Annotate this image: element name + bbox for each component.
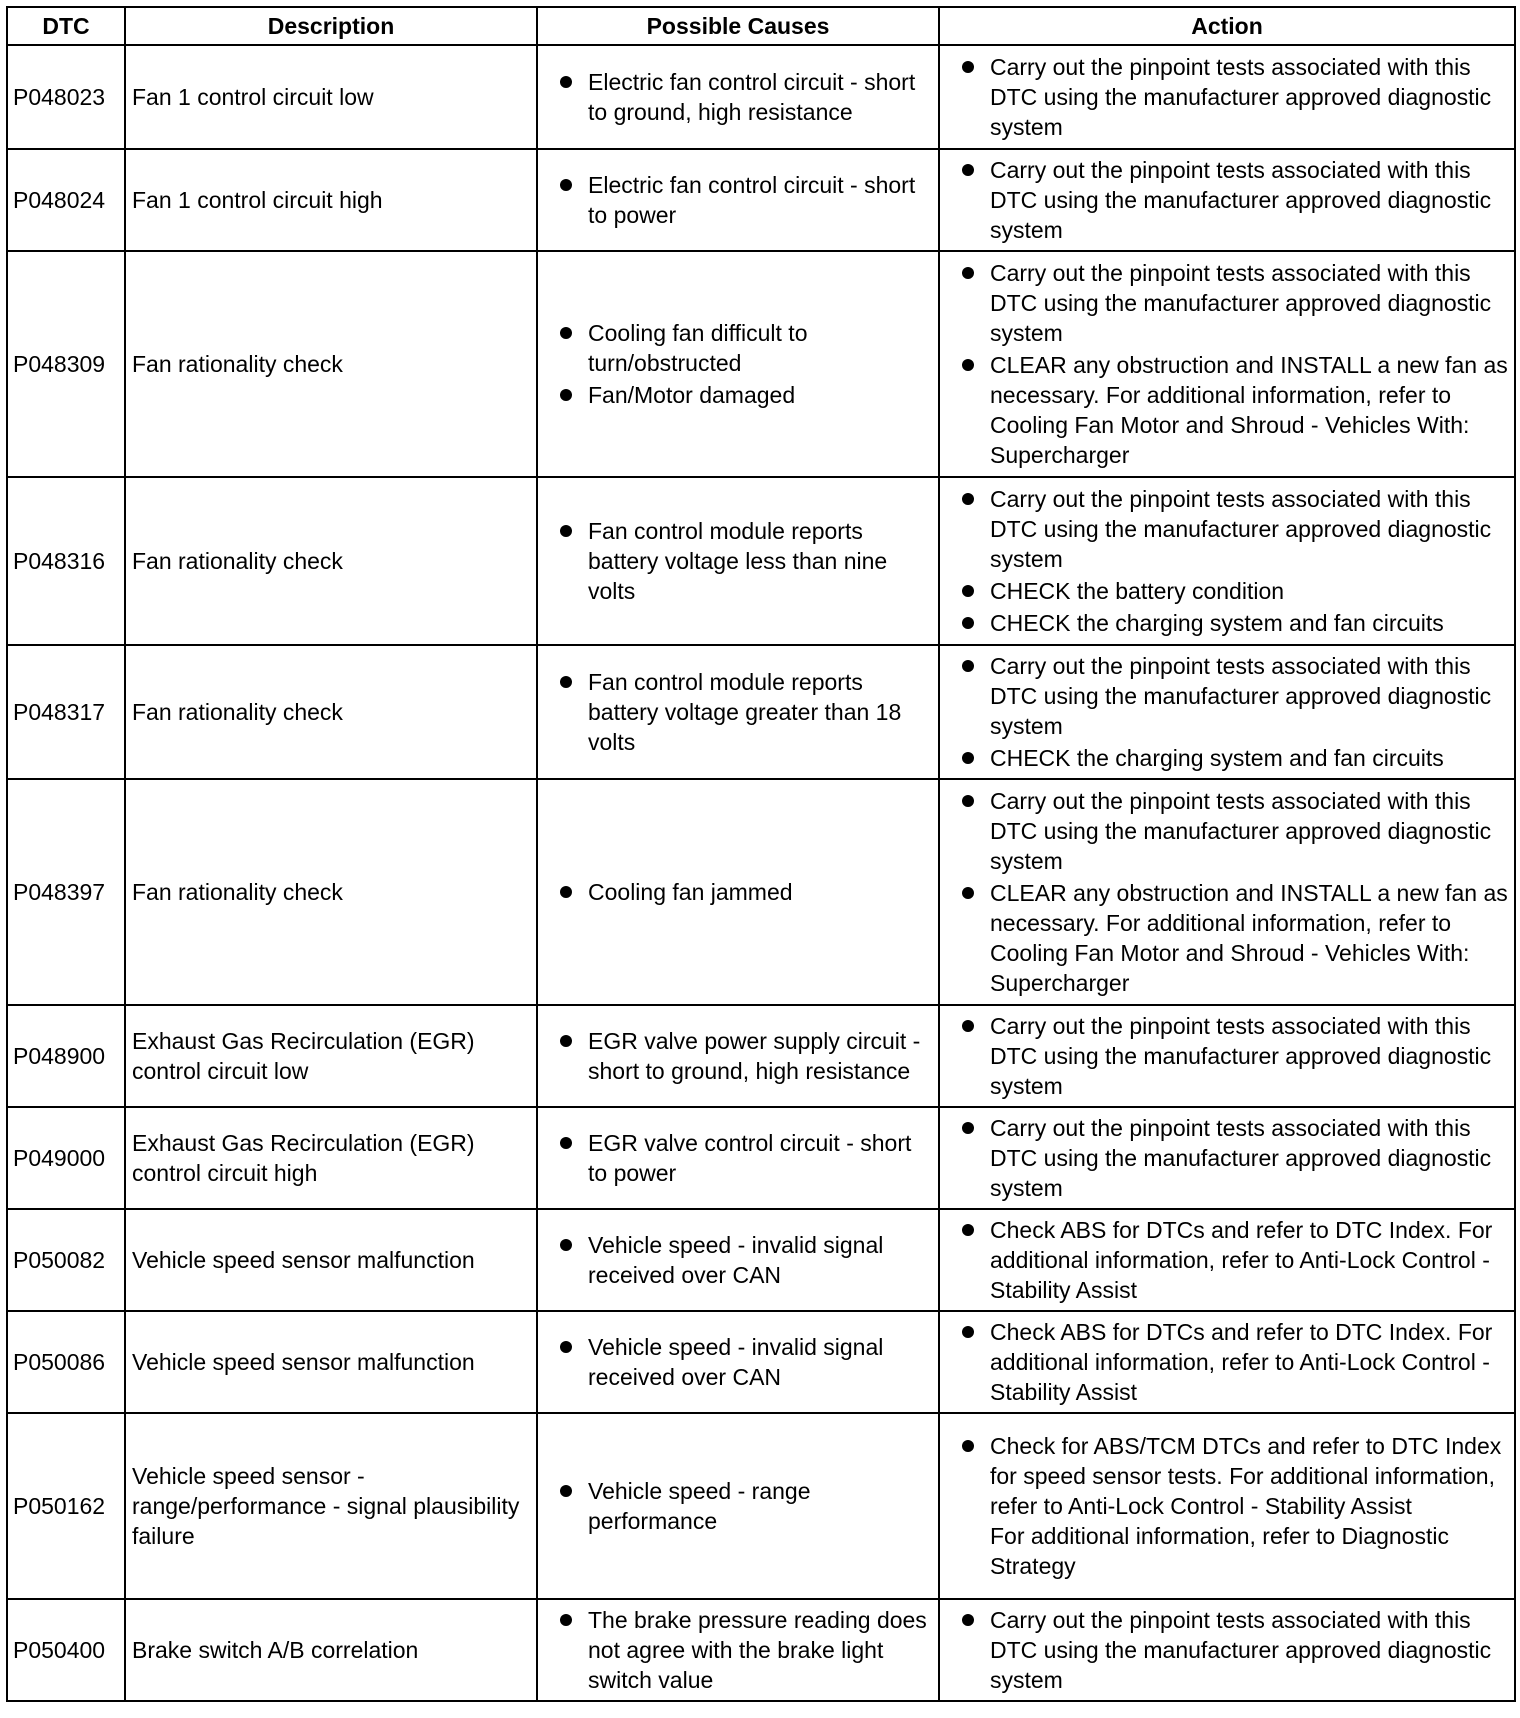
causes-list	[544, 67, 932, 127]
cause-item: Fan control module reports battery voltage greater than 18 volts	[544, 667, 932, 757]
possible-causes-cell	[537, 45, 939, 149]
dtc-code: P048024	[7, 149, 125, 251]
causes-list	[544, 877, 932, 907]
action-cell	[939, 779, 1515, 1005]
actions-list	[946, 155, 1508, 245]
header-possible-causes: Possible Causes	[537, 7, 939, 45]
dtc-code: P050082	[7, 1209, 125, 1311]
table-row	[7, 1107, 1515, 1209]
dtc-description: Vehicle speed sensor malfunction	[125, 1209, 537, 1311]
header-action: Action	[939, 7, 1515, 45]
action-item: Check ABS for DTCs and refer to DTC Index. For additional information, refer to Anti-Lock Control - Stability Assist	[946, 1215, 1508, 1305]
possible-causes-cell	[537, 1311, 939, 1413]
actions-list	[946, 651, 1508, 773]
header-row	[7, 7, 1515, 45]
dtc-code: P048309	[7, 251, 125, 477]
cause-item: Fan/Motor damaged	[544, 380, 932, 410]
action-cell	[939, 1599, 1515, 1701]
table-row	[7, 1311, 1515, 1413]
header-dtc: DTC	[7, 7, 125, 45]
table-row	[7, 1599, 1515, 1701]
action-item: CLEAR any obstruction and INSTALL a new fan as necessary. For additional information, refer to Cooling Fan Motor and Shroud - Vehicles With: Supercharger	[946, 350, 1508, 470]
dtc-description: Exhaust Gas Recirculation (EGR) control circuit high	[125, 1107, 537, 1209]
causes-list	[544, 170, 932, 230]
table-body	[7, 45, 1515, 1701]
causes-list	[544, 516, 932, 606]
table-row	[7, 645, 1515, 779]
table-row	[7, 251, 1515, 477]
action-item: Carry out the pinpoint tests associated with this DTC using the manufacturer approved diagnostic system	[946, 1605, 1508, 1695]
cause-item: Electric fan control circuit - short to power	[544, 170, 932, 230]
causes-list	[544, 1128, 932, 1188]
action-item: Carry out the pinpoint tests associated with this DTC using the manufacturer approved diagnostic system	[946, 155, 1508, 245]
action-item: Check ABS for DTCs and refer to DTC Index. For additional information, refer to Anti-Lock Control - Stability Assist	[946, 1317, 1508, 1407]
action-item: Carry out the pinpoint tests associated with this DTC using the manufacturer approved diagnostic system	[946, 52, 1508, 142]
table-row	[7, 1005, 1515, 1107]
header-description: Description	[125, 7, 537, 45]
action-cell	[939, 1311, 1515, 1413]
cause-item: Cooling fan difficult to turn/obstructed	[544, 318, 932, 378]
action-item: Carry out the pinpoint tests associated with this DTC using the manufacturer approved diagnostic system	[946, 786, 1508, 876]
table-row	[7, 149, 1515, 251]
dtc-code: P048397	[7, 779, 125, 1005]
table-row	[7, 477, 1515, 645]
cause-item: EGR valve power supply circuit - short to ground, high resistance	[544, 1026, 932, 1086]
action-item: Carry out the pinpoint tests associated with this DTC using the manufacturer approved diagnostic system	[946, 1113, 1508, 1203]
dtc-table	[6, 6, 1516, 1702]
possible-causes-cell	[537, 1209, 939, 1311]
cause-item: Vehicle speed - range performance	[544, 1476, 932, 1536]
possible-causes-cell	[537, 149, 939, 251]
dtc-description: Fan 1 control circuit low	[125, 45, 537, 149]
cause-item: Electric fan control circuit - short to ground, high resistance	[544, 67, 932, 127]
action-item: Carry out the pinpoint tests associated with this DTC using the manufacturer approved diagnostic system	[946, 258, 1508, 348]
dtc-description: Fan rationality check	[125, 779, 537, 1005]
dtc-code: P048023	[7, 45, 125, 149]
table-row	[7, 1209, 1515, 1311]
dtc-code: P050400	[7, 1599, 125, 1701]
dtc-code: P050086	[7, 1311, 125, 1413]
cause-item: Vehicle speed - invalid signal received over CAN	[544, 1230, 932, 1290]
dtc-code: P050162	[7, 1413, 125, 1599]
causes-list	[544, 1332, 932, 1392]
action-item: Carry out the pinpoint tests associated with this DTC using the manufacturer approved diagnostic system	[946, 1011, 1508, 1101]
action-cell	[939, 149, 1515, 251]
action-cell	[939, 477, 1515, 645]
action-note: For additional information, refer to Diagnostic Strategy	[990, 1523, 1449, 1579]
dtc-description: Fan 1 control circuit high	[125, 149, 537, 251]
possible-causes-cell	[537, 779, 939, 1005]
dtc-description: Vehicle speed sensor - range/performance - signal plausibility failure	[125, 1413, 537, 1599]
table-row	[7, 1413, 1515, 1599]
action-cell	[939, 45, 1515, 149]
action-item: CHECK the charging system and fan circuits	[946, 743, 1508, 773]
actions-list	[946, 1113, 1508, 1203]
action-item: CHECK the battery condition	[946, 576, 1508, 606]
dtc-code: P049000	[7, 1107, 125, 1209]
action-item: CLEAR any obstruction and INSTALL a new fan as necessary. For additional information, refer to Cooling Fan Motor and Shroud - Vehicles With: Supercharger	[946, 878, 1508, 998]
table-row	[7, 45, 1515, 149]
table-row	[7, 779, 1515, 1005]
possible-causes-cell	[537, 477, 939, 645]
causes-list	[544, 1230, 932, 1290]
actions-list	[946, 786, 1508, 998]
action-item: Carry out the pinpoint tests associated with this DTC using the manufacturer approved diagnostic system	[946, 484, 1508, 574]
dtc-description: Fan rationality check	[125, 251, 537, 477]
dtc-description: Exhaust Gas Recirculation (EGR) control circuit low	[125, 1005, 537, 1107]
possible-causes-cell	[537, 1599, 939, 1701]
actions-list	[946, 52, 1508, 142]
cause-item: Vehicle speed - invalid signal received over CAN	[544, 1332, 932, 1392]
possible-causes-cell	[537, 1107, 939, 1209]
possible-causes-cell	[537, 645, 939, 779]
dtc-code: P048316	[7, 477, 125, 645]
dtc-description: Fan rationality check	[125, 477, 537, 645]
cause-item: Fan control module reports battery voltage less than nine volts	[544, 516, 932, 606]
dtc-code: P048317	[7, 645, 125, 779]
possible-causes-cell	[537, 1413, 939, 1599]
action-cell	[939, 1209, 1515, 1311]
causes-list	[544, 318, 932, 410]
action-cell	[939, 1107, 1515, 1209]
causes-list	[544, 1026, 932, 1086]
dtc-code: P048900	[7, 1005, 125, 1107]
action-item: CHECK the charging system and fan circuits	[946, 608, 1508, 638]
actions-list	[946, 484, 1508, 638]
action-cell	[939, 251, 1515, 477]
actions-list	[946, 1605, 1508, 1695]
actions-list	[946, 1215, 1508, 1305]
cause-item: The brake pressure reading does not agree with the brake light switch value	[544, 1605, 932, 1695]
possible-causes-cell	[537, 251, 939, 477]
action-cell	[939, 1413, 1515, 1599]
action-item: Check for ABS/TCM DTCs and refer to DTC Index for speed sensor tests. For additional information, refer to Anti-Lock Control - Stability Assist	[946, 1431, 1508, 1521]
dtc-description: Fan rationality check	[125, 645, 537, 779]
causes-list	[544, 1476, 932, 1536]
possible-causes-cell	[537, 1005, 939, 1107]
cause-item: Cooling fan jammed	[544, 877, 932, 907]
action-cell	[939, 645, 1515, 779]
action-item: Carry out the pinpoint tests associated with this DTC using the manufacturer approved diagnostic system	[946, 651, 1508, 741]
dtc-description: Vehicle speed sensor malfunction	[125, 1311, 537, 1413]
causes-list	[544, 667, 932, 757]
actions-list	[946, 1011, 1508, 1101]
dtc-description: Brake switch A/B correlation	[125, 1599, 537, 1701]
actions-list	[946, 1317, 1508, 1407]
action-cell	[939, 1005, 1515, 1107]
causes-list	[544, 1605, 932, 1695]
cause-item: EGR valve control circuit - short to power	[544, 1128, 932, 1188]
actions-list	[946, 258, 1508, 470]
actions-list	[946, 1431, 1508, 1521]
